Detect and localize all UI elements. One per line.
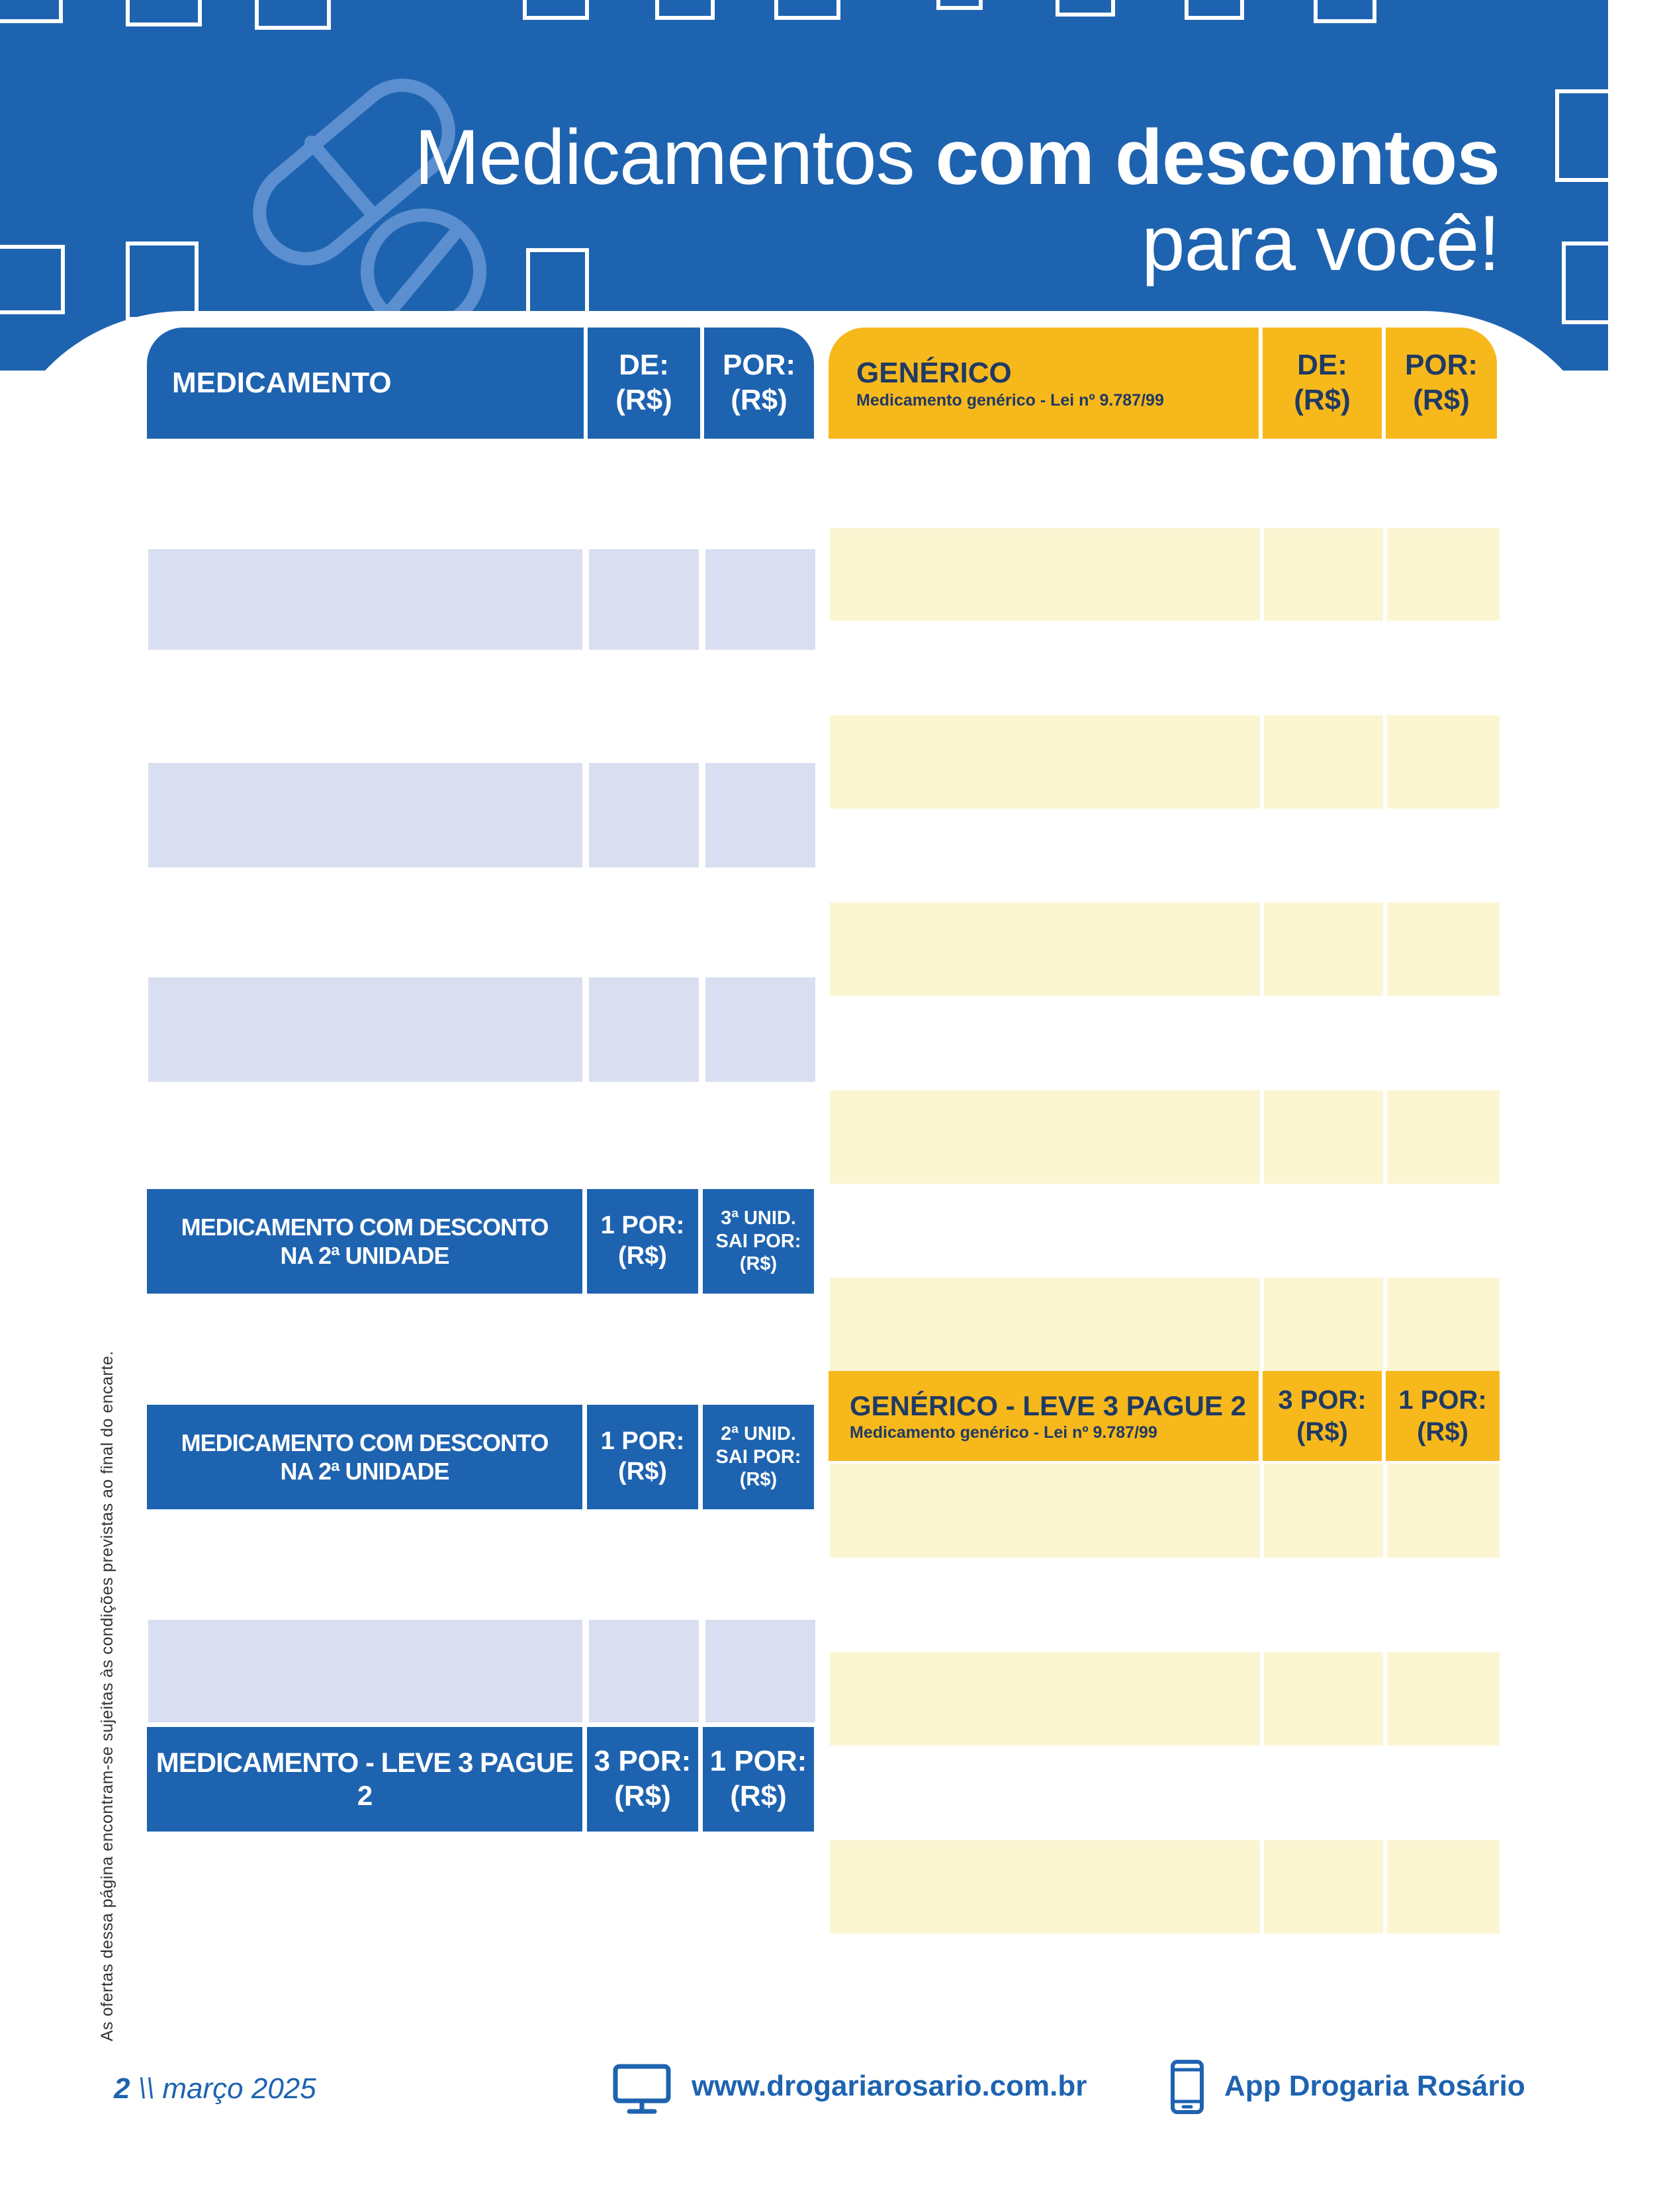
table-row xyxy=(148,763,582,867)
table-row xyxy=(1264,1652,1383,1746)
header-3-por: 3 POR: (R$) xyxy=(587,1727,698,1832)
header-por: POR: (R$) xyxy=(1386,328,1497,439)
table-row xyxy=(1387,1652,1500,1746)
decor-square xyxy=(655,0,715,20)
table-row xyxy=(1264,1278,1383,1371)
header-1-por: 1 POR: (R$) xyxy=(1386,1371,1500,1461)
header-2a-unid: 2ª UNID. SAI POR: (R$) xyxy=(703,1405,814,1509)
header-leve-3-pague-2: MEDICAMENTO - LEVE 3 PAGUE 2 xyxy=(147,1727,582,1832)
table-row xyxy=(148,1620,582,1722)
page-title: Medicamentos com descontos xyxy=(414,114,1500,201)
table-row xyxy=(1387,1840,1500,1933)
table-row xyxy=(830,1464,1260,1558)
page-subtitle: para você! xyxy=(1142,200,1500,287)
table-row xyxy=(705,549,815,650)
side-disclaimer: As ofertas dessa página encontram-se sujeitas às condições previstas ao final do encarte. xyxy=(98,1350,116,2041)
table-row xyxy=(589,763,699,867)
table-row xyxy=(830,528,1260,621)
table-row xyxy=(830,1278,1260,1371)
decor-square xyxy=(255,0,331,30)
decor-square xyxy=(126,242,199,321)
table-row xyxy=(1264,715,1383,809)
table-row xyxy=(830,1090,1260,1184)
header-desconto-2a-unidade: MEDICAMENTO COM DESCONTO NA 2ª UNIDADE xyxy=(147,1189,582,1294)
table-row xyxy=(1264,1464,1383,1558)
header-medicamento: MEDICAMENTO xyxy=(147,328,584,439)
smartphone-icon xyxy=(1170,2059,1204,2115)
table-row xyxy=(830,1840,1260,1933)
decor-square xyxy=(774,0,840,20)
decor-square xyxy=(526,248,589,321)
monitor-icon xyxy=(612,2063,672,2116)
decor-square xyxy=(936,0,983,10)
app-link[interactable]: App Drogaria Rosário xyxy=(1224,2070,1525,2102)
table-row xyxy=(1264,528,1383,621)
table-row xyxy=(148,977,582,1082)
decor-square xyxy=(126,0,202,26)
header-1-por: 1 POR: (R$) xyxy=(587,1405,698,1509)
table-row xyxy=(1387,1464,1500,1558)
decor-square xyxy=(1314,0,1376,23)
header-3-por: 3 POR: (R$) xyxy=(1263,1371,1382,1461)
table-row xyxy=(1387,528,1500,621)
table-row xyxy=(1264,903,1383,996)
decor-square xyxy=(1555,89,1618,182)
footer-page-info: 2 \\ março 2025 xyxy=(114,2072,316,2105)
decor-square xyxy=(0,0,63,23)
header-1-por: 1 POR: (R$) xyxy=(703,1727,814,1832)
table-row xyxy=(830,903,1260,996)
header-por: POR: (R$) xyxy=(704,328,814,439)
table-row xyxy=(705,1620,815,1722)
decor-square xyxy=(1562,242,1618,324)
header-de: DE: (R$) xyxy=(588,328,700,439)
table-row xyxy=(1264,1840,1383,1933)
table-row xyxy=(148,549,582,650)
table-row xyxy=(1387,715,1500,809)
table-row xyxy=(589,549,699,650)
header-3a-unid: 3ª UNID. SAI POR: (R$) xyxy=(703,1189,814,1294)
decor-square xyxy=(0,245,65,314)
table-row xyxy=(1387,1090,1500,1184)
table-row xyxy=(1387,903,1500,996)
table-row xyxy=(830,715,1260,809)
table-row xyxy=(705,763,815,867)
header-generico: GENÉRICO Medicamento genérico - Lei nº 9.787/99 xyxy=(829,328,1259,439)
header-1-por: 1 POR: (R$) xyxy=(587,1189,698,1294)
decor-square xyxy=(1056,0,1115,17)
table-row xyxy=(1387,1278,1500,1371)
table-row xyxy=(589,1620,699,1722)
header-generico-leve-3-pague-2: GENÉRICO - LEVE 3 PAGUE 2 Medicamento genérico - Lei nº 9.787/99 xyxy=(829,1371,1259,1461)
table-row xyxy=(1264,1090,1383,1184)
header-desconto-2a-unidade: MEDICAMENTO COM DESCONTO NA 2ª UNIDADE xyxy=(147,1405,582,1509)
table-row xyxy=(705,977,815,1082)
header-de: DE: (R$) xyxy=(1263,328,1382,439)
website-link[interactable]: www.drogariarosario.com.br xyxy=(692,2070,1087,2102)
table-row xyxy=(589,977,699,1082)
decor-square xyxy=(1185,0,1244,20)
table-row xyxy=(830,1652,1260,1746)
decor-square xyxy=(523,0,589,20)
